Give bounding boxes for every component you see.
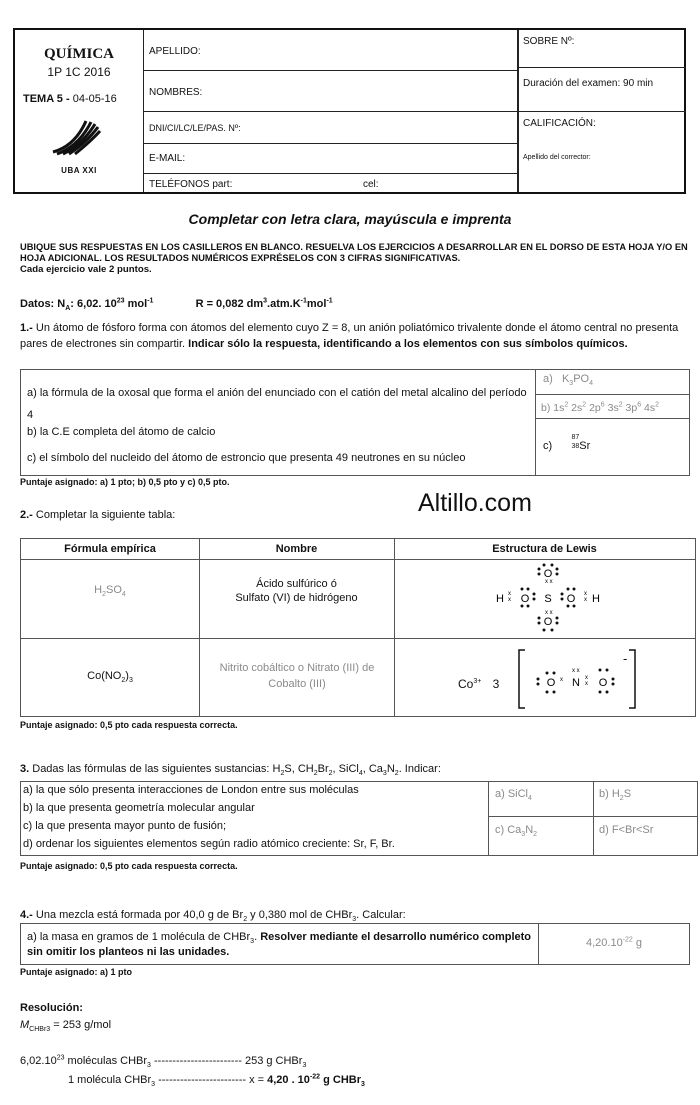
cobalt-ion: $Co^{3+}$ 3	[458, 677, 500, 691]
svg-text:S: S	[544, 593, 552, 605]
q4-item-a: a) la masa en gramos de 1 molécula de CHBr$_3$. Resolver mediante el desarrollo numérico completo sin omitir los planteos ni las unidades.	[27, 931, 532, 958]
row1-formula[interactable]: $H_2SO_4$	[94, 584, 126, 599]
watermark: Altillo.com	[418, 489, 532, 517]
calificacion-field[interactable]: CALIFICACIÓN:	[523, 118, 596, 129]
q3-item-c: c) la que presenta mayor punto de fusión;	[23, 820, 227, 832]
q1-item-a: a) la fórmula de la oxosal que forma el anión del enunciado con el catión del metal alcalino del período 4	[27, 387, 527, 421]
q4-table	[20, 923, 690, 965]
nitrite-charge: -	[623, 651, 628, 666]
q3-score: Puntaje asignado: 0,5 pto cada respuesta correcta.	[20, 861, 238, 871]
q3-table	[20, 781, 698, 856]
tema-line	[23, 93, 117, 105]
row2-name[interactable]: Nitrito cobáltico o Nitrato (III) de Cobalto (III)	[219, 662, 375, 690]
q1-answer-c[interactable]: c) 87 38 Sr	[543, 434, 591, 452]
q4-statement: 4.- Una mezcla está formada por 40,0 g de $Br_2$ y 0,380 mol de CHBr$_3$. Calcular:	[20, 909, 406, 924]
q1-answer-a[interactable]: a) $K_3PO_4$	[543, 373, 594, 388]
q3-item-a: a) la que sólo presenta interacciones de London entre sus moléculas	[23, 784, 359, 796]
svg-text:O: O	[566, 593, 576, 605]
datos-line: Datos: $N_A$: 6,02. $10^{23}$ mol$^{-1}$ R = 0,082 $dm^3.atm.K^{-1}mol^{-1}$	[20, 297, 333, 313]
svg-text:x: x	[508, 597, 511, 603]
molar-mass-line: $M_{CHBr3} = 253$ g/mol	[20, 1019, 112, 1034]
q2-statement: 2.- Completar la siguiente tabla:	[20, 509, 176, 521]
svg-text:H: H	[592, 593, 600, 605]
nombres-field[interactable]: NOMBRES:	[149, 87, 203, 98]
q4-answer-a[interactable]: $4,20.10^{-22}$ g	[585, 936, 642, 949]
h2so4-lewis-structure	[489, 563, 609, 635]
subtitle: Completar con letra clara, mayúscula e imprenta	[188, 211, 512, 227]
dni-field[interactable]: DNI/CI/LC/LE/PAS. Nº:	[149, 123, 241, 133]
exam-duration: Duración del examen: 90 min	[523, 78, 654, 89]
svg-text:N: N	[572, 677, 580, 689]
svg-text:x x: x x	[545, 610, 553, 616]
q4-score: Puntaje asignado: a) 1 pto	[20, 967, 133, 977]
q1-answer-b[interactable]: b) $1s^2$ $2s^2$ $2p^6$ $3s^2$ $3p^6$ $4s^2$	[541, 401, 660, 414]
svg-text:x x: x x	[545, 579, 553, 585]
subject-title: QUÍMICA	[44, 46, 114, 62]
tema-label: TEMA 5 -	[23, 93, 70, 105]
q2-table	[20, 538, 696, 717]
q3-answer-d[interactable]: d) F<Br<Sr	[599, 824, 654, 836]
q3-answer-b[interactable]: b) $H_2S$	[599, 788, 632, 803]
telefonos-field[interactable]: TELÉFONOS part:	[149, 179, 233, 190]
svg-text:O: O	[543, 616, 553, 628]
q3-statement: 3. Dadas las fórmulas de las siguientes sustancias: $H_2S$, $CH_2Br_2$, SiCl$_4$, $Ca_3N_2$. Indicar:	[20, 763, 441, 778]
q3-item-b: b) la que presenta geometría molecular angular	[23, 802, 255, 814]
svg-text:x: x	[584, 591, 587, 597]
resolucion-line-1: 6,02.10$^{23}$ moléculas CHBr$_3$ ------------------------ 253 g CHBr$_3$	[20, 1054, 307, 1070]
svg-text:O: O	[520, 593, 530, 605]
sobre-field[interactable]: SOBRE Nº:	[523, 36, 575, 47]
q1-statement: 1.- Un átomo de fósforo forma con átomos del elemento cuyo Z = 8, un anión poliatómico trivalente donde el átomo central no presenta pares de electrones sin compartir. Indicar sólo la respuesta, identificando a los elementos con sus símbolos químicos.	[20, 322, 679, 350]
svg-text:O: O	[543, 568, 553, 580]
svg-text:x: x	[585, 675, 588, 681]
row2-formula: $Co(NO_2)_3$	[87, 670, 133, 685]
q3-answer-a[interactable]: a) SiCl$_4$	[495, 788, 532, 803]
col-nombre-header: Nombre	[275, 543, 318, 555]
corrector-field[interactable]: Apellido del corrector:	[523, 154, 591, 161]
svg-text:x x: x x	[572, 668, 580, 674]
q2-score: Puntaje asignado: 0,5 pto cada respuesta correcta.	[20, 720, 238, 730]
q1-item-c: c) el símbolo del nucleido del átomo de estroncio que presenta 49 neutrones en su núcleo	[27, 452, 466, 464]
nitrite-lewis-structure	[517, 646, 637, 712]
email-field[interactable]: E-MAIL:	[149, 153, 186, 164]
svg-text:x: x	[560, 677, 563, 683]
col-lewis-header: Estructura de Lewis	[492, 543, 597, 555]
instructions: UBIQUE SUS RESPUESTAS EN LOS CASILLEROS EN BLANCO. RESUELVA LOS EJERCICIOS A DESARROLLAR EN EL DORSO DE ESTA HOJA Y/O EN HOJA ADICIONAL. LOS RESULTADOS NUMÉRICOS EXPRÉSELOS CON 3 CIFRAS SIGNIFICATIVAS.	[20, 242, 688, 263]
q1-item-b: b) la C.E completa del átomo de calcio	[27, 426, 216, 438]
svg-text:x: x	[585, 681, 588, 687]
svg-text:O: O	[546, 677, 556, 689]
exam-header	[13, 28, 686, 194]
uba-logo-icon	[51, 120, 101, 156]
apellido-field[interactable]: APELLIDO:	[149, 46, 201, 57]
col-formula-header: Fórmula empírica	[64, 543, 156, 555]
row1-name: Ácido sulfúrico ó Sulfato (VI) de hidrógeno	[235, 578, 358, 604]
q3-item-d: d) ordenar los siguientes elementos según radio atómico creciente: Sr, F, Br.	[23, 838, 395, 850]
points-note: Cada ejercicio vale 2 puntos.	[20, 264, 152, 275]
svg-text:H: H	[496, 593, 504, 605]
resolucion-title: Resolución:	[20, 1002, 83, 1014]
exam-date: 04-05-16	[72, 93, 117, 105]
course-code: 1P 1C 2016	[47, 65, 111, 79]
resolucion-line-2: 1 molécula CHBr$_3$ ------------------------ x = 4,20 . $10^{-22}$ g CHBr$_3$	[68, 1073, 365, 1089]
q1-score: Puntaje asignado: a) 1 pto; b) 0,5 pto y c) 0,5 pto.	[20, 477, 230, 487]
cel-field[interactable]: cel:	[363, 179, 379, 190]
svg-text:x: x	[584, 597, 587, 603]
q1-table	[20, 369, 690, 476]
svg-text:O: O	[598, 677, 608, 689]
svg-text:x: x	[508, 591, 511, 597]
logo-text: UBA XXI	[61, 166, 97, 175]
q3-answer-c[interactable]: c) $Ca_3N_2$	[495, 824, 538, 839]
